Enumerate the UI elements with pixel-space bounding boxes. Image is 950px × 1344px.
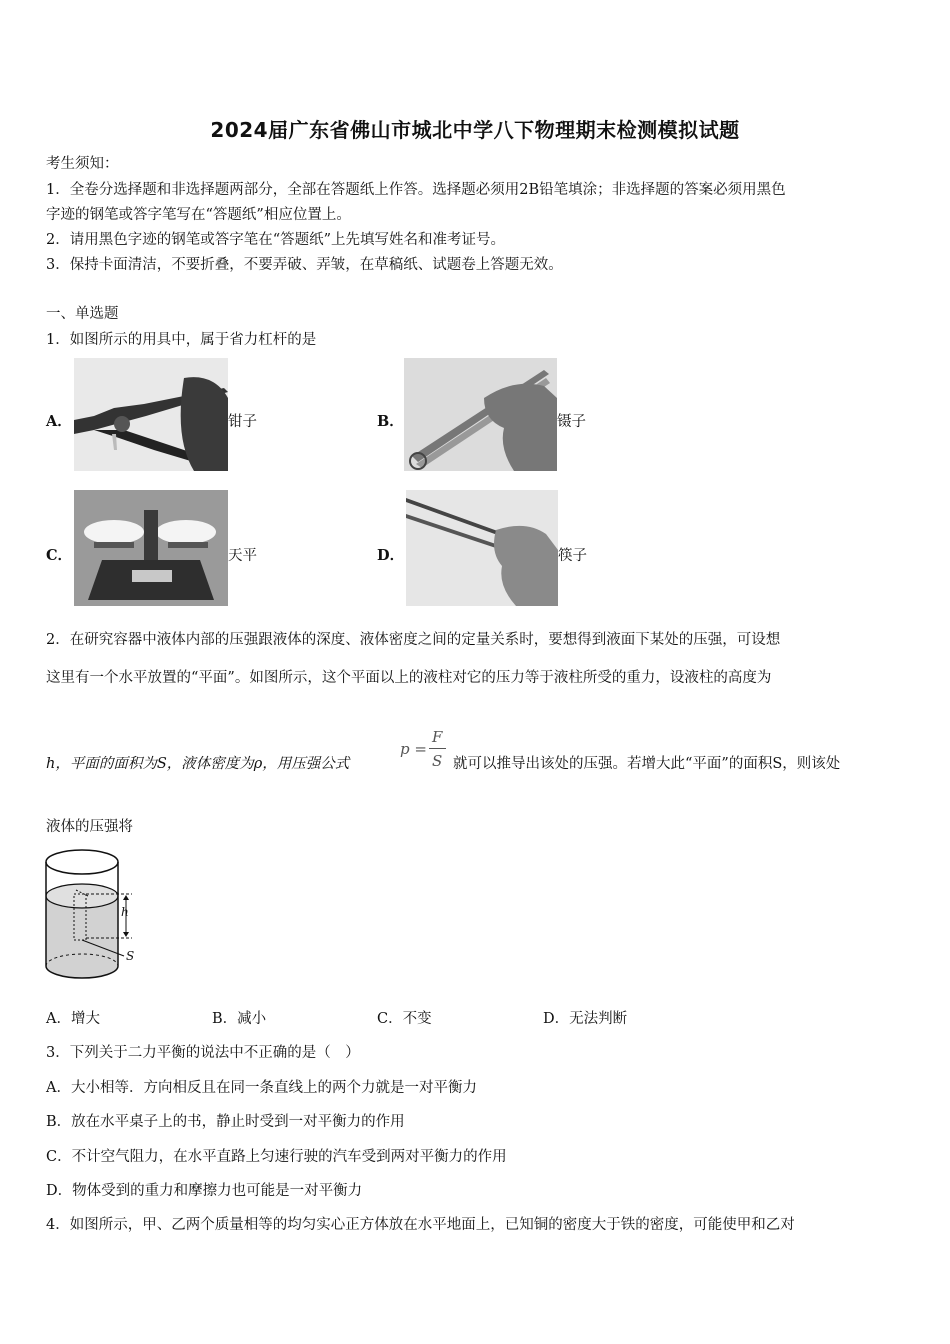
tweezers-photo: [404, 358, 557, 471]
q2-stem-line: 这里有一个水平放置的“平面”。如图所示，这个平面以上的液柱对它的压力等于液柱所受的重力，设液柱的高度为: [46, 670, 772, 686]
q2-stem-line: 液体的压强将: [46, 819, 133, 835]
formula-fraction-bar: [429, 748, 446, 749]
notice-item: 3．保持卡面清洁，不要折叠，不要弄破、弄皱，在草稿纸、试题卷上答题无效。: [46, 257, 563, 273]
q2-option-b: B．减小: [212, 1011, 267, 1027]
q3-option: D．物体受到的重力和摩擦力也可能是一对平衡力: [46, 1183, 363, 1199]
formula-numerator: F: [432, 728, 443, 746]
section-heading: 一、单选题: [46, 306, 119, 322]
q4-stem: 4．如图所示，甲、乙两个质量相等的均匀实心正方体放在水平地面上，已知铜的密度大于铁的密度，可能使甲和乙对: [46, 1217, 795, 1233]
q1-option-d-label: 筷子: [558, 548, 587, 564]
page-title: 2024届广东省佛山市城北中学八下物理期末检测模拟试题: [210, 118, 740, 142]
q1-option-c-label: 天平: [228, 548, 257, 564]
q1-option-c-letter: C．: [46, 547, 73, 564]
liquid-cylinder-figure: [40, 840, 150, 990]
chopsticks-photo: [406, 490, 558, 606]
q1-option-b-label: 镊子: [557, 414, 586, 430]
balance-scale-photo: [74, 490, 228, 606]
q2-option-d: D．无法判断: [543, 1011, 628, 1027]
pliers-photo: [74, 358, 228, 471]
q1-option-a-letter: A．: [46, 413, 72, 430]
q1-option-d-letter: D．: [377, 547, 405, 564]
formula-denominator: S: [432, 752, 443, 770]
notice-item: 1．全卷分选择题和非选择题两部分，全部在答题纸上作答。选择题必须用2B铅笔填涂；非选择题的答案必须用黑色: [46, 182, 786, 198]
q2-stem-line: 就可以推导出该处的压强。若增大此“平面”的面积S，则该处: [453, 756, 841, 772]
q2-stem-line: 2．在研究容器中液体内部的压强跟液体的深度、液体密度之间的定量关系时，要想得到液面下某处的压强，可设想: [46, 632, 781, 648]
q3-option: B．放在水平桌子上的书，静止时受到一对平衡力的作用: [46, 1114, 405, 1130]
q1-option-b-letter: B．: [377, 413, 404, 430]
q3-option: A．大小相等．方向相反且在同一条直线上的两个力就是一对平衡力: [46, 1080, 477, 1096]
q3-stem: 3．下列关于二力平衡的说法中不正确的是（ ）: [46, 1045, 360, 1061]
q1-stem: 1．如图所示的用具中，属于省力杠杆的是: [46, 332, 317, 348]
figure-label-s: S: [126, 949, 135, 963]
q2-option-c: C．不变: [377, 1011, 432, 1027]
notice-item: 字迹的钢笔或答字笔写在“答题纸”相应位置上。: [46, 207, 351, 223]
q2-option-a: A．增大: [46, 1011, 100, 1027]
formula-p: p =: [400, 740, 427, 758]
notice-heading: 考生须知：: [46, 156, 119, 172]
figure-label-h: h: [121, 905, 129, 919]
notice-item: 2．请用黑色字迹的钢笔或答字笔在“答题纸”上先填写姓名和准考证号。: [46, 232, 506, 248]
q2-stem-line: h，平面的面积为S，液体密度为ρ，用压强公式: [46, 756, 350, 772]
q1-option-a-label: 钳子: [228, 414, 257, 430]
q3-option: C．不计空气阻力，在水平直路上匀速行驶的汽车受到两对平衡力的作用: [46, 1149, 507, 1165]
